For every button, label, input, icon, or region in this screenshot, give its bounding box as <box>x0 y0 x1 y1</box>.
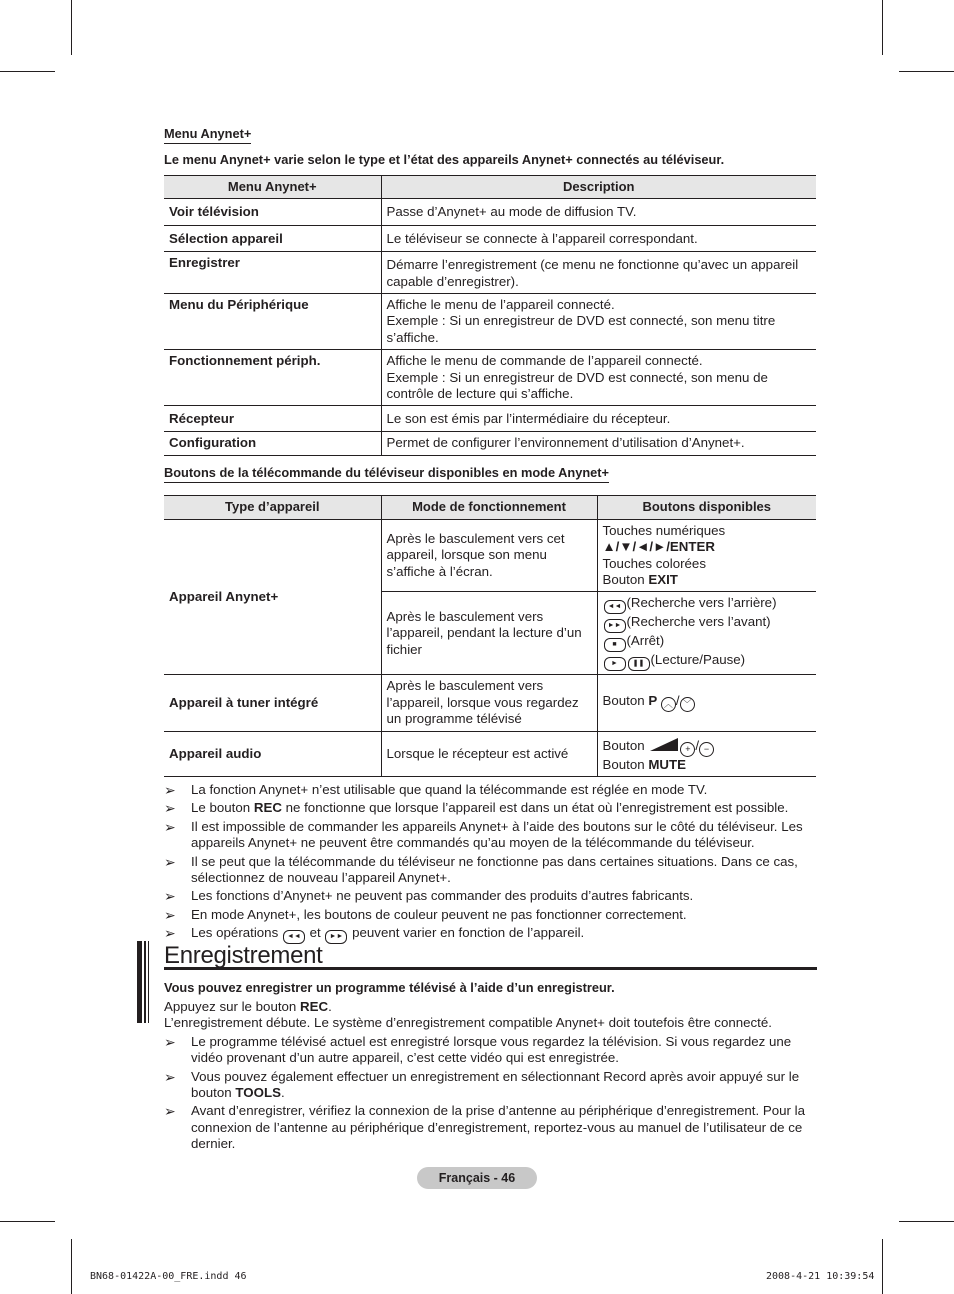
recording-text: Appuyez sur le bouton <box>164 999 301 1014</box>
recording-text: . <box>328 999 332 1014</box>
note-arrow-icon: ➢ <box>164 1033 176 1050</box>
rewind-icon: ◄◄ <box>604 600 626 614</box>
note-arrow-icon: ➢ <box>164 800 176 817</box>
recording-started: L’enregistrement débute. Le système d’enregistrement compatible Anynet+ doit toutefois être connecté. <box>164 1015 772 1031</box>
crop-mark <box>71 0 72 55</box>
menu-name: Sélection appareil <box>164 226 381 252</box>
note-arrow-icon: ➢ <box>164 853 176 870</box>
note-item <box>164 1069 817 1102</box>
mode-text: Après le basculement vers l’appareil, lorsque vous regardez un programme télévisé <box>381 675 597 731</box>
table-row <box>164 675 816 731</box>
menu-name: Voir télévision <box>164 199 381 226</box>
remote-heading: Boutons de la télécommande du téléviseur disponibles en mode Anynet+ <box>164 465 609 483</box>
stop-icon: ■ <box>604 638 626 652</box>
menu-desc <box>381 350 816 406</box>
table-row <box>164 252 816 294</box>
menu-desc <box>381 252 816 294</box>
table-header-row <box>164 496 816 519</box>
p-label: P <box>648 693 658 709</box>
table-row <box>164 199 816 226</box>
col-header-menu: Menu Anynet+ <box>164 175 381 198</box>
volume-down-icon: − <box>699 742 714 757</box>
mode-text: Lorsque le récepteur est activé <box>381 731 597 776</box>
menu-name: Enregistrer <box>164 252 381 294</box>
crop-mark <box>882 0 883 55</box>
table-row <box>164 432 816 455</box>
buttons-line <box>603 595 812 614</box>
tools-label: TOOLS <box>235 1085 281 1101</box>
menu-desc: Permet de configurer l’environnement d’utilisation d’Anynet+. <box>381 432 816 455</box>
fast-forward-icon: ►► <box>325 930 347 944</box>
desc-line: Exemple : Si un enregistreur de DVD est connecté, son menu titre s’affiche. <box>386 313 776 345</box>
page-content <box>164 126 817 1155</box>
date-slug: 2008-4-21 10:39:54 <box>766 1271 875 1282</box>
recording-press <box>164 999 817 1015</box>
desc-line: Affiche le menu de commande de l’appareil connecté. <box>386 353 703 369</box>
notes-list <box>164 782 817 944</box>
menu-desc: Le son est émis par l’intermédiaire du récepteur. <box>381 406 816 432</box>
rec-label: REC <box>300 999 329 1014</box>
note-arrow-icon: ➢ <box>164 925 176 942</box>
exit-label: EXIT <box>648 571 678 587</box>
note-item <box>164 1103 817 1152</box>
buttons-line <box>603 614 812 633</box>
note-arrow-icon: ➢ <box>164 818 176 835</box>
menu-desc <box>381 294 816 350</box>
fast-forward-icon: ►► <box>604 619 626 633</box>
file-slug: BN68-01422A-00_FRE.indd 46 <box>90 1271 247 1282</box>
col-header-buttons: Boutons disponibles <box>597 496 816 519</box>
channel-up-icon: ︿ <box>661 697 676 712</box>
note-item <box>164 907 817 923</box>
crop-mark <box>71 1239 72 1294</box>
anynet-menu-table <box>164 175 816 456</box>
note-text: Vous pouvez également effectuer un enregistrement en sélectionnant Record après avoir appuyé sur le bouton <box>191 1068 800 1101</box>
device-type: Appareil Anynet+ <box>164 519 381 675</box>
buttons-line: ▲/▼/◄/►/ENTER <box>602 539 715 555</box>
note-text: Les opérations <box>191 925 282 941</box>
table-row <box>164 226 816 252</box>
note-text: Il se peut que la télécommande du téléviseur ne fonctionne pas dans certaines situations. Dans ce cas, sélectionnez de nouveau l’appareil Anynet+. <box>191 853 798 885</box>
note-text: et <box>305 925 325 941</box>
buttons-line <box>603 572 812 588</box>
menu-desc: Passe d’Anynet+ au mode de diffusion TV. <box>381 199 816 226</box>
buttons-line <box>603 757 812 773</box>
note-item <box>164 782 817 798</box>
note-arrow-icon: ➢ <box>164 888 176 905</box>
buttons-line <box>603 633 812 652</box>
section-title: Enregistrement <box>164 942 323 970</box>
button-desc: (Recherche vers l’avant) <box>626 614 771 630</box>
buttons-cell <box>597 519 816 592</box>
table-header-row <box>164 175 816 198</box>
note-text: Le bouton <box>191 800 254 816</box>
col-header-device: Type d’appareil <box>164 496 381 519</box>
note-item <box>164 925 817 944</box>
buttons-cell <box>597 731 816 776</box>
menu-intro: Le menu Anynet+ varie selon le type et l’état des appareils Anynet+ connectés au téléviseur. <box>164 152 725 168</box>
buttons-line: Bouton + / − <box>603 738 812 757</box>
col-header-description: Description <box>381 175 816 198</box>
note-text: Avant d’enregistrer, vérifiez la connexion de la prise d’antenne au périphérique d’enregistrement. Pour la connexion de l’antenne au périphérique d’enregistrement, reportez-vous au manuel de l’utilisateur de ce dernier. <box>191 1103 806 1152</box>
note-text: La fonction Anynet+ n’est utilisable que quand la télécommande est réglée en mode TV. <box>191 781 708 797</box>
mute-label: MUTE <box>648 756 687 772</box>
table-row <box>164 519 816 592</box>
crop-mark <box>882 1239 883 1294</box>
note-text: Les fonctions d’Anynet+ ne peuvent pas commander des produits d’autres fabricants. <box>191 888 694 904</box>
play-icon: ► <box>604 657 626 671</box>
note-arrow-icon: ➢ <box>164 1103 176 1120</box>
buttons-cell: Bouton P ︿ / ﹀ <box>597 675 816 731</box>
note-text: ne fonctionne que lorsque l’appareil est dans un état où l’enregistrement est possible. <box>281 800 789 816</box>
recording-lead: Vous pouvez enregistrer un programme télévisé à l’aide d’un enregistreur. <box>164 979 615 995</box>
note-text: En mode Anynet+, les boutons de couleur peuvent ne pas fonctionner correctement. <box>191 906 687 922</box>
note-arrow-icon: ➢ <box>164 1068 176 1085</box>
menu-name: Récepteur <box>164 406 381 432</box>
menu-name: Configuration <box>164 432 381 455</box>
button-desc: (Arrêt) <box>626 633 665 649</box>
note-arrow-icon: ➢ <box>164 781 176 798</box>
desc-line: Affiche le menu de l’appareil connecté. <box>386 297 615 313</box>
table-row <box>164 350 816 406</box>
table-row <box>164 294 816 350</box>
crop-mark <box>0 71 55 72</box>
note-item <box>164 854 817 887</box>
buttons-cell <box>597 592 816 675</box>
remote-buttons-table <box>164 495 816 777</box>
buttons-prefix: Bouton <box>602 693 649 709</box>
volume-wedge-icon <box>650 738 678 751</box>
note-text: . <box>280 1085 285 1101</box>
table-row <box>164 406 816 432</box>
mode-text: Après le basculement vers l’appareil, pendant la lecture d’un fichier <box>381 592 597 675</box>
buttons-line <box>603 652 812 671</box>
device-type: Appareil audio <box>164 731 381 776</box>
volume-up-icon: + <box>680 742 695 757</box>
button-desc: (Lecture/Pause) <box>650 652 746 668</box>
buttons-line: Touches colorées <box>602 555 706 571</box>
note-text: Il est impossible de commander les appareils Anynet+ à l’aide des boutons sur le côté du téléviseur. Les appareils Anynet+ ne peuvent être commandés qu’au moyen de la télécommande du téléviseur. <box>191 818 803 851</box>
crop-mark <box>899 1221 954 1222</box>
desc-line: Démarre l’enregistrement (ce menu ne fonctionne qu’avec un appareil capable d’enregistrer). <box>386 257 799 289</box>
note-item <box>164 888 817 904</box>
note-item <box>164 1034 817 1067</box>
buttons-line: Touches numériques <box>602 522 726 538</box>
note-text: peuvent varier en fonction de l’appareil. <box>348 925 585 941</box>
menu-desc: Le téléviseur se connecte à l’appareil correspondant. <box>381 226 816 252</box>
rewind-icon: ◄◄ <box>283 930 305 944</box>
menu-heading: Menu Anynet+ <box>164 126 251 144</box>
pause-icon: ❚❚ <box>628 657 650 671</box>
buttons-prefix: Bouton <box>602 571 649 587</box>
table-row <box>164 731 816 776</box>
page-number-badge: Français - 46 <box>417 1167 537 1189</box>
note-text: Le programme télévisé actuel est enregistré lorsque vous regardez la télévision. Si vous regardez une vidéo provenant d’un autre appareil, c’est cette vidéo qui est enregistrée. <box>191 1033 792 1066</box>
crop-mark <box>899 71 954 72</box>
note-arrow-icon: ➢ <box>164 906 176 923</box>
menu-name: Fonctionnement périph. <box>164 350 381 406</box>
note-item <box>164 819 817 852</box>
rec-label: REC <box>253 800 282 816</box>
button-desc: (Recherche vers l’arrière) <box>626 595 777 611</box>
mode-text: Après le basculement vers cet appareil, lorsque son menu s’affiche à l’écran. <box>381 519 597 592</box>
desc-line: Exemple : Si un enregistreur de DVD est connecté, son menu de contrôle de lecture qui s’affiche. <box>386 369 768 402</box>
note-item <box>164 800 817 816</box>
menu-name: Menu du Périphérique <box>164 294 381 350</box>
device-type: Appareil à tuner intégré <box>164 675 381 731</box>
channel-down-icon: ﹀ <box>680 697 695 712</box>
buttons-prefix: Bouton <box>602 737 645 753</box>
section-bar <box>137 941 149 1023</box>
col-header-mode: Mode de fonctionnement <box>381 496 597 519</box>
crop-mark <box>0 1221 55 1222</box>
buttons-prefix: Bouton <box>602 756 649 772</box>
